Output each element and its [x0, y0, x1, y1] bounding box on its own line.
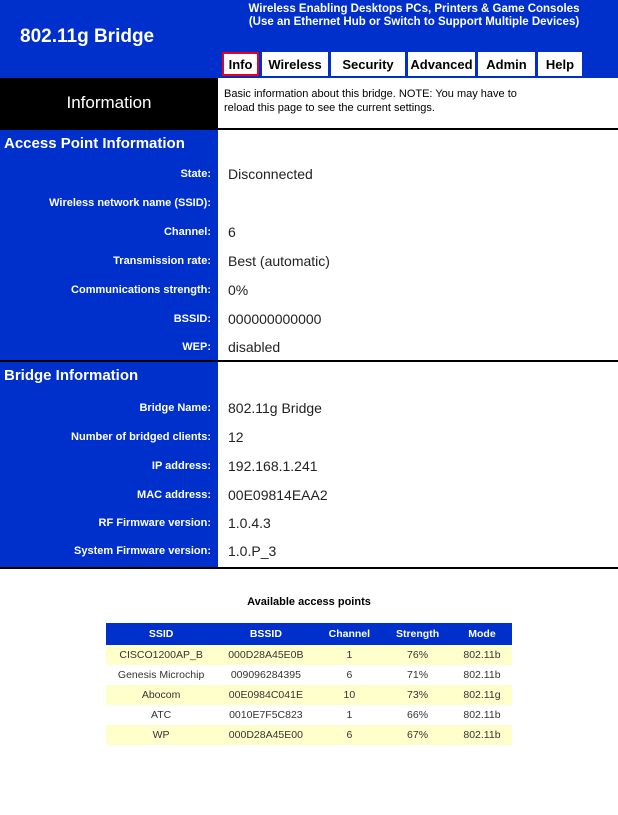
- tab-help[interactable]: Help: [538, 52, 582, 76]
- cell-strength: 73%: [383, 685, 452, 705]
- tagline-line-1: Wireless Enabling Desktops PCs, Printers & Game Consoles: [248, 3, 580, 15]
- field-value: Disconnected: [228, 166, 313, 182]
- field-label: Channel:: [163, 226, 211, 238]
- cell-mode: 802.11b: [463, 669, 501, 681]
- field-value: 802.11g Bridge: [228, 400, 322, 416]
- info-row-bridge-name: [0, 394, 618, 423]
- field-value: 6: [228, 224, 236, 240]
- column-header-strength: Strength: [383, 623, 452, 645]
- field-label: RF Firmware version:: [98, 517, 211, 529]
- cell-strength: 67%: [383, 725, 452, 745]
- description-line-1: Basic information about this bridge. NOTE: You may have to: [224, 88, 517, 100]
- cell-bssid: 00E0984C041E: [216, 685, 315, 705]
- table-row: [106, 685, 512, 705]
- tab-wireless[interactable]: Wireless: [262, 52, 328, 76]
- cell-channel: 10: [316, 685, 384, 705]
- cell-bssid: 000D28A45E00: [216, 725, 315, 745]
- field-label: Number of bridged clients:: [71, 431, 211, 443]
- field-label: System Firmware version:: [74, 545, 211, 557]
- tagline: [218, 3, 610, 29]
- section-title: Access Point Information: [4, 135, 185, 152]
- table-row: [106, 705, 512, 725]
- cell-ssid: ATC: [150, 709, 172, 721]
- info-row-rf-firmware: [0, 509, 618, 538]
- field-value: Best (automatic): [228, 253, 330, 269]
- cell-ssid: Abocom: [106, 685, 216, 705]
- tab-security[interactable]: Security: [331, 52, 405, 76]
- field-label: Wireless network name (SSID):: [49, 197, 211, 209]
- info-row-transmission-rate: [0, 247, 618, 276]
- tab-advanced[interactable]: Advanced: [408, 52, 475, 76]
- cell-ssid: CISCO1200AP_B: [106, 645, 216, 665]
- cell-mode: 802.11b: [452, 645, 512, 665]
- header-bar: [0, 0, 618, 78]
- column-header-channel: Channel: [316, 623, 384, 645]
- cell-mode: 802.11g: [452, 685, 512, 705]
- field-label: BSSID:: [173, 313, 211, 325]
- field-value: 12: [228, 429, 244, 445]
- field-label: IP address:: [151, 460, 211, 472]
- nav-tabs: [222, 52, 582, 76]
- brand-title: 802.11g Bridge: [20, 26, 155, 47]
- info-row-state: [0, 160, 618, 189]
- info-row-bssid: [0, 305, 618, 334]
- cell-mode: 802.11b: [452, 725, 512, 745]
- cell-strength: 76%: [383, 645, 452, 665]
- tab-admin[interactable]: Admin: [478, 52, 535, 76]
- column-header-ssid: SSID: [106, 623, 216, 645]
- page-title: Information: [0, 78, 218, 128]
- field-label: WEP:: [182, 341, 211, 353]
- tagline-line-2: (Use an Ethernet Hub or Switch to Support Multiple Devices): [248, 16, 580, 28]
- field-value: 1.0.P_3: [228, 543, 277, 559]
- cell-bssid: 0010E7F5C823: [229, 709, 303, 721]
- cell-channel: 6: [316, 725, 384, 745]
- field-label: MAC address:: [137, 489, 211, 501]
- info-row-channel: [0, 218, 618, 247]
- table-header-row: [106, 623, 512, 645]
- info-row-mac-address: [0, 481, 618, 510]
- field-value: 00E09814EAA2: [228, 487, 328, 503]
- cell-ssid: Genesis Microchip: [117, 669, 205, 681]
- description-line-2: reload this page to see the current settings.: [224, 102, 435, 114]
- info-row-ip-address: [0, 452, 618, 481]
- tab-info[interactable]: Info: [222, 52, 259, 76]
- field-value: 000000000000: [228, 311, 322, 327]
- field-value: disabled: [228, 339, 281, 355]
- cell-ssid: WP: [106, 725, 216, 745]
- cell-channel: 6: [346, 669, 353, 681]
- access-point-info-section: [0, 130, 618, 360]
- divider: [0, 567, 618, 569]
- cell-strength: 66%: [407, 709, 429, 721]
- cell-channel: 1: [316, 645, 384, 665]
- info-row-bridged-clients: [0, 423, 618, 452]
- info-row-ssid: [0, 189, 618, 218]
- table-row: [106, 665, 512, 685]
- page-description: [224, 87, 604, 115]
- info-row-system-firmware: [0, 537, 618, 566]
- access-points-table: [106, 623, 512, 745]
- access-points-title: Available access points: [247, 596, 371, 608]
- cell-bssid: 000D28A45E0B: [216, 645, 315, 665]
- bridge-info-section: [0, 362, 618, 567]
- field-value: 0%: [228, 282, 249, 298]
- field-label: Transmission rate:: [113, 255, 211, 267]
- field-label: Bridge Name:: [139, 402, 211, 414]
- cell-bssid: 009096284395: [230, 669, 301, 681]
- column-header-bssid: BSSID: [216, 623, 315, 645]
- field-label: State:: [180, 168, 211, 180]
- table-row: [106, 725, 512, 745]
- field-label: Communications strength:: [71, 284, 211, 296]
- table-row: [106, 645, 512, 665]
- section-title: Bridge Information: [4, 367, 139, 384]
- cell-strength: 71%: [407, 669, 429, 681]
- field-value: 192.168.1.241: [228, 458, 318, 474]
- info-row-wep: [0, 333, 618, 362]
- field-value: 1.0.4.3: [228, 515, 271, 531]
- info-band: [0, 78, 618, 128]
- cell-mode: 802.11b: [463, 709, 501, 721]
- cell-channel: 1: [346, 709, 353, 721]
- column-header-mode: Mode: [452, 623, 512, 645]
- info-row-strength: [0, 276, 618, 305]
